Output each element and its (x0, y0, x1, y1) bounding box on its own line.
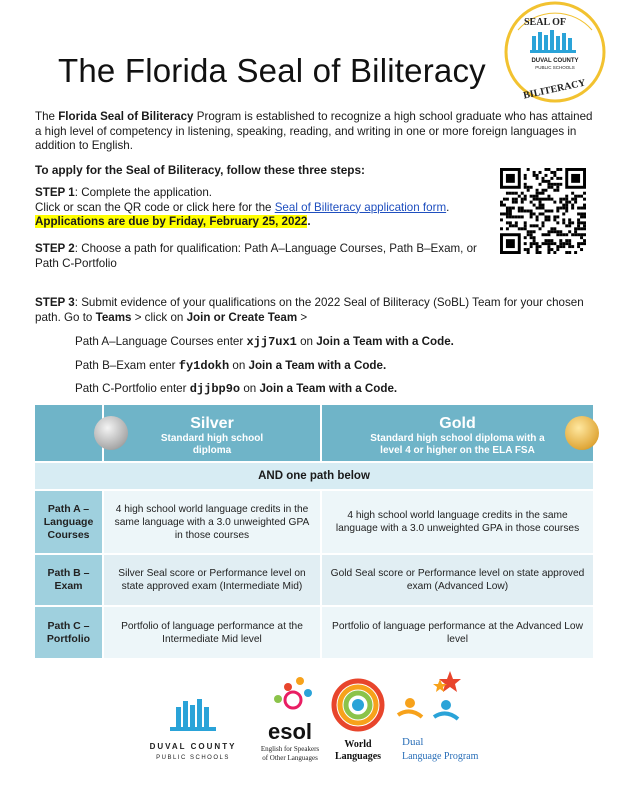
esol-sub2: of Other Languages (262, 754, 318, 762)
intro-bold: Florida Seal of Biliteracy (58, 110, 194, 123)
path-a-action: Join a Team with a Code. (316, 335, 454, 348)
world-languages-logo (334, 681, 382, 762)
intro-prefix: The (35, 110, 59, 123)
path-a-prefix: Path A–Language Courses enter (75, 335, 247, 348)
path-b-code: fy1dokh (178, 359, 230, 373)
path-a-row-head: Path A – Language Courses (35, 490, 103, 554)
step1-label: STEP 1 (35, 186, 75, 199)
seal-org-line2: PUBLIC SCHOOLS (535, 65, 575, 70)
step2 (35, 242, 495, 271)
step1 (35, 186, 475, 230)
silver-header (103, 405, 321, 462)
step3-text3: > (297, 310, 308, 324)
path-c-row-head: Path C – Portfolio (35, 606, 103, 658)
table-row (35, 554, 593, 606)
esol-text: esol (267, 719, 313, 744)
step1-text1: : Complete the application. (74, 186, 213, 199)
path-c-code: djjbp9o (189, 382, 241, 396)
dcps-logo (150, 699, 236, 761)
path-b-mid: on (229, 359, 249, 372)
path-b-prefix: Path B–Exam enter (75, 359, 179, 372)
silver-medal-icon (94, 416, 128, 450)
page-title: The Florida Seal of Biliteracy (58, 52, 486, 89)
path-c-mid: on (240, 382, 260, 395)
deadline-highlight: Applications are due by Friday, February 25, 2022 (35, 215, 308, 228)
table-row (35, 606, 593, 658)
seal-org-line1: DUVAL COUNTY (531, 58, 579, 64)
dcps-line1: DUVAL COUNTY (150, 742, 237, 751)
deadline-end: . (307, 215, 311, 228)
dcps-line2: PUBLIC SCHOOLS (156, 755, 230, 761)
table-header-row (35, 405, 593, 462)
apply-heading: To apply for the Seal of Biliteracy, follow these three steps: (35, 163, 365, 177)
gold-header (321, 405, 593, 462)
step3-text1: : Submit evidence of your qualifications on the 2022 Seal of Biliteracy (SoBL) Team for your chosen path. Go to (35, 296, 584, 324)
dual-line2: Language Program (402, 751, 479, 762)
gold-level: Gold (439, 415, 476, 432)
requirements-table (35, 405, 593, 658)
seal-of-biliteracy-logo (496, 0, 614, 104)
dual-line1: Dual (402, 736, 424, 748)
gold-medal-icon (565, 416, 599, 450)
dual-language-logo (398, 671, 479, 762)
step1-text3: . (446, 200, 450, 214)
path-c-gold: Portfolio of language performance at the Advanced Low level (321, 606, 593, 658)
path-c-prefix: Path C-Portfolio enter (75, 382, 190, 395)
step3-label: STEP 3 (35, 296, 75, 309)
path-a-silver: 4 high school world language credits in the same language with a 3.0 unweighted GPA in those courses (103, 490, 321, 554)
path-b-action: Join a Team with a Code. (248, 359, 387, 372)
silver-level: Silver (190, 415, 234, 432)
step1-text2: Click or scan the QR code or click here for the (35, 200, 275, 214)
step3 (35, 296, 595, 325)
step2-text: : Choose a path for qualification: Path A–Language Courses, Path B–Exam, or Path C-Portfolio (35, 242, 477, 270)
path-c-instruction (75, 382, 397, 396)
table-row (35, 490, 593, 554)
qr-code[interactable] (500, 168, 586, 254)
path-c-silver: Portfolio of language performance at the Intermediate Mid level (103, 606, 321, 658)
path-b-row-head: Path B – Exam (35, 554, 103, 606)
and-one-path-row: AND one path below (35, 462, 593, 490)
silver-sub: Standard high school diploma (160, 433, 264, 456)
gold-sub: Standard high school diploma with a level 4 or higher on the ELA FSA (370, 433, 545, 456)
wl-line1: World (344, 739, 372, 750)
seal-bottom-text: BILITERACY (522, 77, 587, 102)
step3-join: Join or Create Team (186, 310, 298, 324)
path-b-silver: Silver Seal score or Performance level on state approved exam (Intermediate Mid) (103, 554, 321, 606)
path-a-code: xjj7ux1 (246, 335, 297, 349)
wl-line2: Languages (334, 751, 382, 762)
esol-sub1: English for Speakers (260, 745, 320, 753)
step3-text2: > click on (131, 310, 187, 324)
path-a-instruction (75, 335, 454, 349)
path-b-gold: Gold Seal score or Performance level on state approved exam (Advanced Low) (321, 554, 593, 606)
path-b-instruction (75, 359, 386, 373)
table-header-blank (35, 405, 103, 462)
footer-logos (150, 665, 510, 785)
intro-paragraph (35, 110, 595, 154)
step2-label: STEP 2 (35, 242, 75, 255)
esol-logo (261, 677, 320, 762)
path-a-mid: on (296, 335, 317, 348)
path-c-action: Join a Team with a Code. (259, 382, 398, 395)
seal-top-text: SEAL OF (524, 17, 566, 28)
step3-teams: Teams (95, 310, 132, 324)
application-form-link[interactable]: Seal of Biliteracy application form (274, 200, 447, 214)
path-a-gold: 4 high school world language credits in the same language with a 3.0 unweighted GPA in those courses (321, 490, 593, 554)
intro-rest: Program is established to recognize a high school graduate who has attained a high level of competency in listening, speaking, reading, and writing in one or more foreign languages in addition to English. (35, 110, 593, 152)
